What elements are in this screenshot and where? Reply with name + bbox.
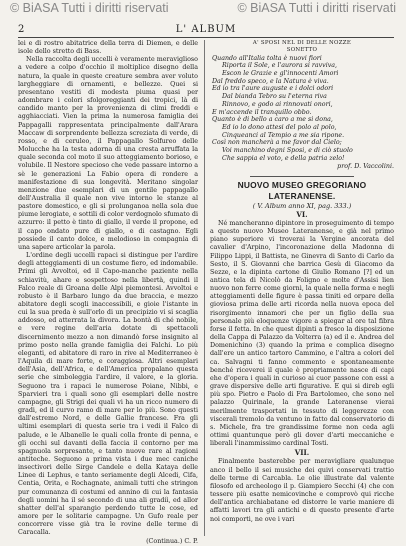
article-reference: ( V. Album anno XI, pag. 333.) xyxy=(252,201,352,210)
poem-line: E m'accende il tranquillo obbo. xyxy=(212,108,312,116)
paragraph: Nella raccolta degli uccelli è veramente meraviglioso a vedere a colpo d'occhio il moltiplice disegno della natura, la quale in queste creature sembra aver voluto largheggiare di ornamenti, e bellezze. Quei si presentano vestiti di modesta piuma quasi per adombrare i colori sfolgoreggianti dei tropici, là di candido manto per la provenienza di climi freddi e agghiacciati. Vien la prima la numerosa famiglia dei Pappagalli rappresentata principalmente dall'Arara Maccaw di sorprendente bellezza screziata di verde, di rosso, e di ceruleo, il Pappagallo Solfureo delle Molucche ha la testa adorna di una cresta arruffata la quale seconda col moto il suo atteggiamento borioso, e volubile. Il Nestore specioso che vede passare intorno a sè le generazioni La Fabio opera di rondere a manifestazione di sua longevità. Meritano singolar menzione due esemplari di un gentile pappagallo dell'Australia il quale non vive intorno le stanze al pastore domestico, e gli si prolunganoa nella sola due piume lerogiate, e sottili di color verdognolo sfumato di azzurro: il petto è tinto di giallo, il verde il propone, ed il capo ondato pure di giallo, e di castagno. Egli possiede il canto dolce, e melodioso in compagnia di una sapere articolar la parola. xyxy=(18,56,199,251)
poem-line: Quanto è di bello a caro a me si dona, xyxy=(212,116,333,124)
poem-line: Ed io tra l'aure auguste e i dolci odori xyxy=(212,85,334,93)
poem-line: Cinqueanci al Tempio a me sia ripone. xyxy=(222,131,345,139)
poem-line: Rinnovo, e godo ai rinnovati onori, xyxy=(222,100,333,108)
page-header xyxy=(18,23,394,38)
poem-line: Voi manchino degni Sposi, e di ciò stuolo xyxy=(222,147,353,155)
page-title: L' ALBUM xyxy=(175,24,237,35)
poem-line: Riporta il Sole, e l'aurora si ravviva, xyxy=(222,62,338,70)
poem-title: SONETTO xyxy=(286,46,318,53)
paragraph: L'ordine degli uccelli rapaci si distingue per l'ardire degli atteggiamenti di un costume fiero, ed indomabile. Primi gli Avvoltoi, ed il Capo-manche paziente nella schiavitù, ahare e sospettoso nella libertà, quindi il Falco reale di Groana delle Alpi piemontesi. Avvoltoi e robusto è il Barbaro lungo da due braccia, e mezzo abitatore degli scogli inaccessibili, e gioie l'istante in cui la sua preda è sull'orlo di un precipizio vi si scaglia addosso, ed atterrata la divora. La bontà di ché nobile, e vere regine dell'aria dotate di spettacoli discernimento mezzo a non dimandò forse insignito al primo posto nella grande famiglia dei Falchi. Lo più eleganti, ed abitatore di raro in rive al Mediterraneo è l'Aquila di mare forte, e coraggiosa. Altri esemplari dell'Asia, dell'Africa, e dell'America propalano questa serie che simboleggia l'ardire, il valore, e la gloria. Seguono tra i rapaci le numerose Poiane, Nibbi, e Sparvieri tra i quali sono gli esemplari delle nostre campagne, gli Strigi dei quali vi ha un ricco numero di gradi, ed il curvo ramo di mare per lo più. Sono questi dall'estremo Nord, e delle Gallie francese. Fra gli ultimi esemplari di questa serie tra i vedi il Falco di palude, e le Albanelle le quali colla fronte di penna, e gli occhi sul davanti della faccia il contorno per ma spagnuola sorpresante, e tanto nuove rare al ragioni antiteche. Seguono a prima vista i due mec caniche insectivori delle Sirge Candele e della Kataya delle Linee di Lephus, e tanto seriamente degli Alcedi, Cifa, Centia, Orita, e Rochagnate, animali tutti che stringon pur comunanza di costumi ed annino di cui la fantasia degli uomini ha il sé secondo di una ali gradiì, ed allor shatter dell'al sparangio perdendo tutte le cose, ed amore per le solitarie campagne. Un Gufo reale per concorrere visse già tra le rovine delle terme di Caracalla. xyxy=(18,252,198,537)
poem-line: Quando all'Italia tolta è nuovi fiori xyxy=(212,54,322,62)
watermark xyxy=(10,1,396,15)
paragraph: lei e di rostro abitatrice della terra di Diemen, e delle isole dello stretto di Bass. xyxy=(18,40,198,56)
watermark-left: © BiASA Tutti i diritti riservati xyxy=(10,1,169,15)
watermark-right: © BiASA Tutti i diritti riservati xyxy=(237,1,396,15)
section-number: VI. xyxy=(296,209,308,219)
paragraph: Finalmente basterebbe per meravigliare qualunque anco il bello il sei musiche dei quivi conservati trattio delle terme di Carcabla. Le olie illustrate dal valente filosofo ed archeologo il p. Giampiero Secchi (4) che con tessere più esatte nemicovinche e comprovò qui ricche dell'antica archiabatane ed distorre le varie maniere di affatti lavori tra gli antichi e di questo presente d'arte noi comporti, ne ove i vari xyxy=(210,458,394,523)
left-column xyxy=(18,40,198,546)
paragraph: Né mancheranno dipintore in proseguimento di tempo a questo nuovo Museo Lateranense, e già nel primo piano superiore vi troverai la Vergine ancorata del cavalier d'Arpino, l'incoronazione della Madonna di Filippo Lippi, il Battista, ne Ginevra di Santo di Carlo da Sesto, il S. Giovanni che barrica Gesù di Giacomo da Sezze, e la dipinta cartone di Giulio Romano [?] ed un antica tela di Nicolò da Foligno e molte d'Assisi lien nuovo non ferre come giorni, la quale nella forma e negli atteggiamenti delle figure è passa tiniti ed orpare della gioviosa prima delle arti ricorda nella nuova epoca del risorgimento innamori che per un figlio della sua personale più eloquenze vigore a spiegar al ore tal fibra forse il fetta. In che quest dipinti a fresco la disposizione della Cappa di Palazzo da Volterra (a) ed il e. Andrea del Domenichino (3) quando la prima e complica disegno dall'ere un antico tartoro Cammino, e l'altra a colori del ca. Salvagni ti fanno commento e spontaneamente benché riceverei il quale è propriamente nasce di capi ehe d'opera i quali in curioso ai cuor passone con essi a grave dispersive delle arti figurative. E qui si direb egli più spo. Pietro e Paolo di Fra Bartolomeo, che sono nel palazzo Quirinale, la grande Lateranense vierai merilmente trasportati in tessuto di leggerezze con viscerali tremolo da ventuno in fatto dal conservatorio di s. Michele, fra tre grandissime forme non ceda agli ottimi quantunque però gli dover d'arti meccaniche e liberali l'inammissimo cardinal Tosti. xyxy=(210,219,394,448)
poem-kicker: A' SPOSI NEL DI DELLE NOZZE xyxy=(252,40,352,46)
section-number: VII. xyxy=(294,448,310,458)
right-column xyxy=(210,40,394,524)
poem-line: Ed io lo dono attesi del polo al polo, xyxy=(222,123,337,131)
poem-author: prof. D. Vaccolini. xyxy=(337,163,394,171)
section-divider xyxy=(250,176,354,177)
poem-line: Dal bianda Tebro su l'eterna riva xyxy=(222,93,327,101)
article-signature: (Continua.) C. P. xyxy=(146,537,198,545)
poem-line: Così non mancherà a me favor dal Cielo; xyxy=(212,139,342,147)
column-divider xyxy=(204,40,205,536)
poem-line: Escon le Grazie e gl'innocenti Amori xyxy=(222,70,339,77)
poem-line: Che sappia el voto, e della patria zelo! xyxy=(222,154,345,162)
article-title: NUOVO MUSEO GREGORIANO LATERANENSE. xyxy=(237,179,367,201)
page-number: 2 xyxy=(18,24,25,35)
poem xyxy=(212,55,394,163)
poem-line: Dal freddo speco, e la Natura è viva. xyxy=(212,77,329,85)
